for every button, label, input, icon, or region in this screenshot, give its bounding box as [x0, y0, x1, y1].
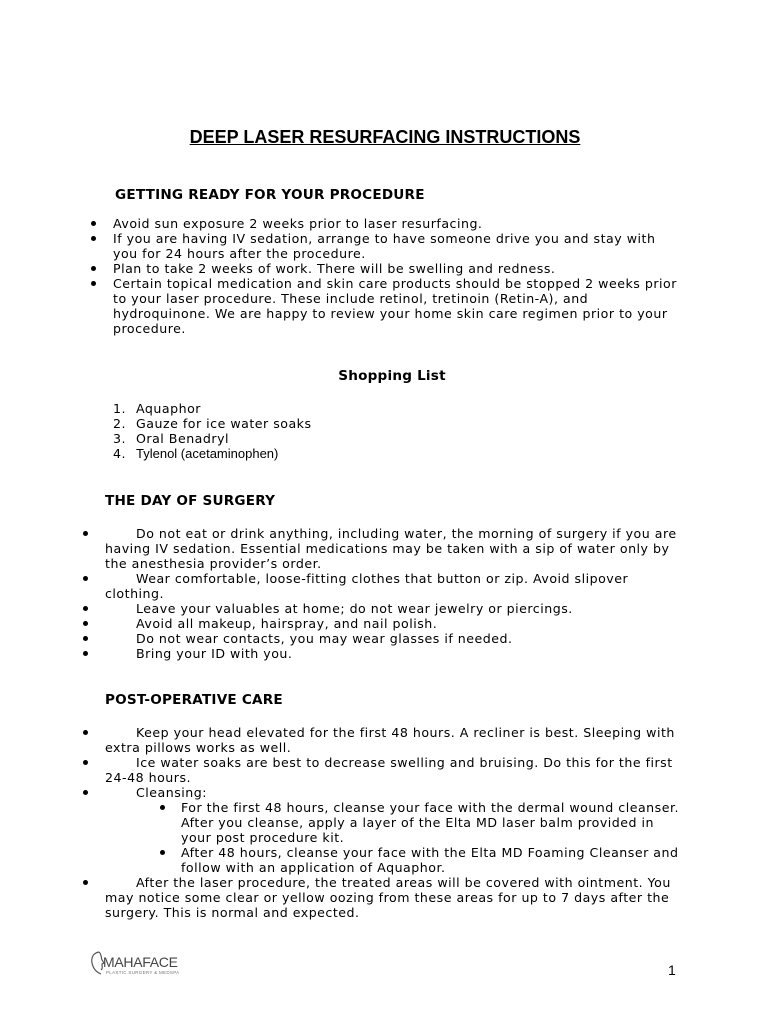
list-item: If you are having IV sedation, arrange to have someone drive you and stay with you for 24 hours after the procedure. — [113, 231, 683, 261]
bullet-icon — [83, 531, 88, 536]
bullet-icon — [83, 606, 88, 611]
bullet-icon — [83, 880, 88, 885]
list-item: Bring your ID with you. — [105, 646, 680, 661]
list-item: 4. Tylenol (acetaminophen) — [113, 446, 279, 461]
bullet-icon — [83, 760, 88, 765]
list-item: Do not eat or drink anything, including water, the morning of surgery if you are having IV sedation. Essential medications may be taken with a sip of water only by the anesthesia provider’s order. — [105, 526, 680, 571]
section-heading-post-operative-care: POST-OPERATIVE CARE — [105, 692, 283, 708]
shopping-list-heading: Shopping List — [338, 368, 446, 384]
bullet-icon — [91, 281, 96, 286]
list-item: Avoid all makeup, hairspray, and nail polish. — [105, 616, 680, 631]
list-item: Wear comfortable, loose-fitting clothes that button or zip. Avoid slipover clothing. — [105, 571, 680, 601]
document-title: DEEP LASER RESURFACING INSTRUCTIONS — [189, 127, 581, 147]
bullet-icon — [160, 850, 165, 855]
day-of-surgery-list — [105, 526, 680, 661]
list-item: 1. Aquaphor — [113, 401, 201, 416]
list-item: 2. Gauze for ice water soaks — [113, 416, 312, 431]
sub-list — [181, 800, 685, 875]
bullet-icon — [91, 266, 96, 271]
bullet-icon — [91, 221, 96, 226]
bullet-icon — [83, 790, 88, 795]
post-op-list — [105, 725, 685, 920]
bullet-icon — [83, 636, 88, 641]
sub-list-item: After 48 hours, cleanse your face with the Elta MD Foaming Cleanser and follow with an application of Aquaphor. — [181, 845, 685, 875]
section-heading-day-of-surgery: THE DAY OF SURGERY — [105, 493, 276, 509]
list-item: Do not wear contacts, you may wear glasses if needed. — [105, 631, 680, 646]
list-item: Cleansing: — [105, 785, 685, 800]
sub-list-item: For the first 48 hours, cleanse your face with the dermal wound cleanser. After you cleanse, apply a layer of the Elta MD laser balm provided in your post procedure kit. — [181, 800, 685, 845]
bullet-icon — [160, 805, 165, 810]
shopping-list — [113, 401, 536, 461]
list-item: Avoid sun exposure 2 weeks prior to laser resurfacing. — [113, 216, 683, 231]
page-number: 1 — [668, 962, 676, 978]
company-logo — [90, 950, 190, 978]
section-heading-getting-ready: GETTING READY FOR YOUR PROCEDURE — [115, 187, 425, 203]
bullet-icon — [91, 236, 96, 241]
list-item: Ice water soaks are best to decrease swelling and bruising. Do this for the first 24-48 hours. — [105, 755, 685, 785]
getting-ready-list — [113, 216, 683, 336]
list-item: Leave your valuables at home; do not wear jewelry or piercings. — [105, 601, 680, 616]
bullet-icon — [83, 576, 88, 581]
bullet-icon — [83, 730, 88, 735]
list-item: After the laser procedure, the treated areas will be covered with ointment. You may notice some clear or yellow oozing from these areas for up to 7 days after the surgery. This is normal and expected. — [105, 875, 685, 920]
list-item: 3. Oral Benadryl — [113, 431, 230, 446]
list-item: Keep your head elevated for the first 48 hours. A recliner is best. Sleeping with extra pillows works as well. — [105, 725, 685, 755]
list-item: Certain topical medication and skin care products should be stopped 2 weeks prior to your laser procedure. These include retinol, tretinoin (Retin-A), and hydroquinone. We are happy to review your home skin care regimen prior to your procedure. — [113, 276, 683, 336]
list-item: Plan to take 2 weeks of work. There will be swelling and redness. — [113, 261, 683, 276]
bullet-icon — [83, 651, 88, 656]
logo-text: MAHAFACE — [103, 954, 178, 970]
logo-subtext: PLASTIC SURGERY & MEDSPA — [106, 970, 180, 975]
bullet-icon — [83, 621, 88, 626]
